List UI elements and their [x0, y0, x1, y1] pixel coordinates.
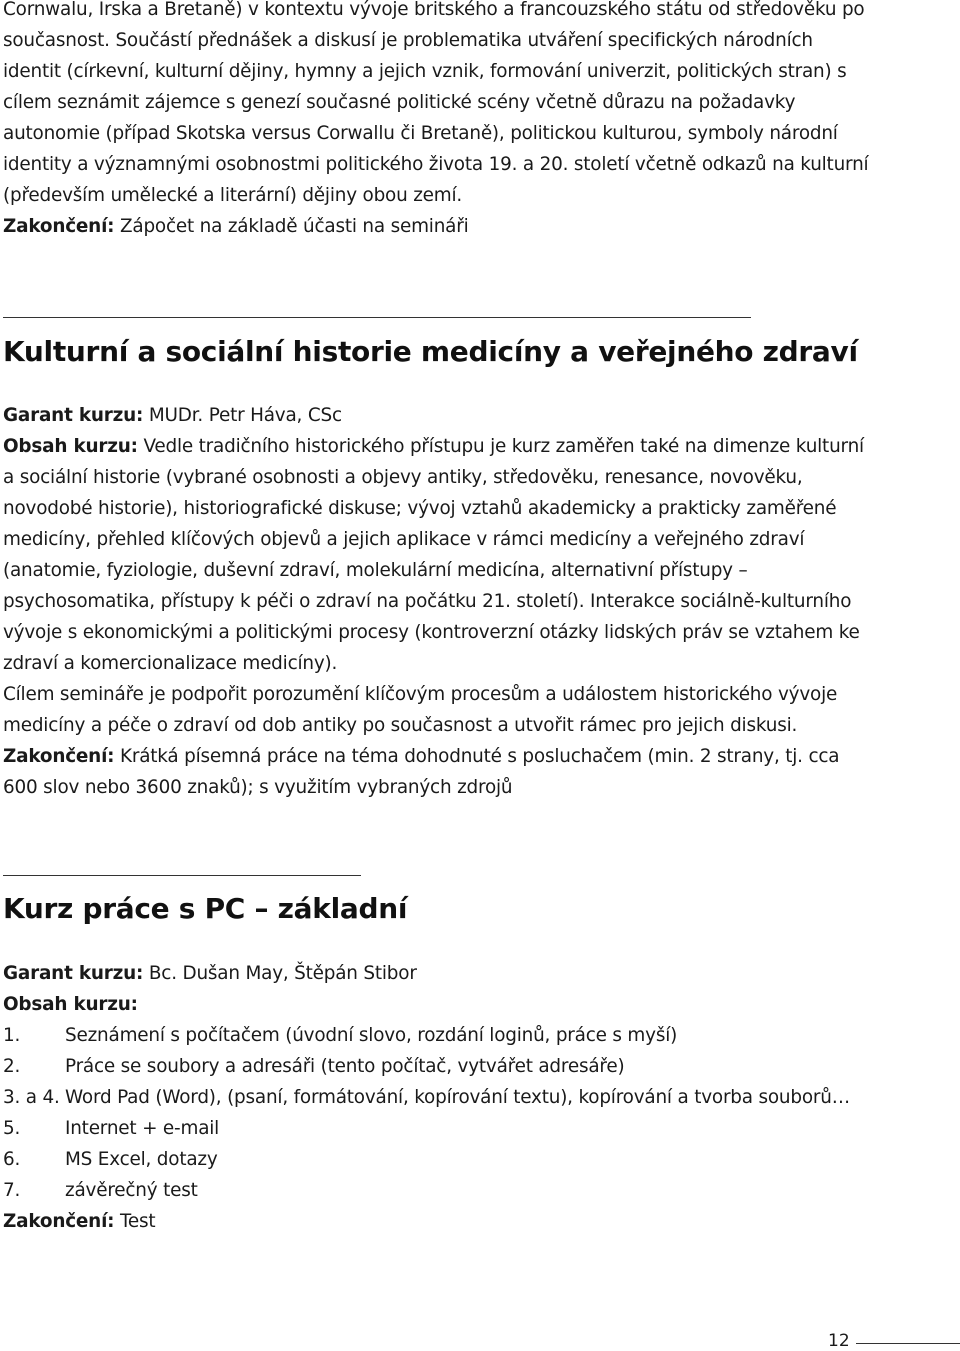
item-text: závěrečný test	[65, 1180, 198, 1201]
list-item	[3, 1020, 883, 1051]
item-number: 3. a 4.	[3, 1087, 60, 1108]
item-text: Seznámení s počítačem (úvodní slovo, rozdání loginů, práce s myší)	[65, 1025, 678, 1046]
garant-label: Garant kurzu:	[3, 963, 144, 984]
section-divider	[3, 317, 751, 318]
item-number: 2.	[3, 1056, 21, 1077]
course-garant	[3, 400, 873, 431]
section-divider	[3, 875, 361, 876]
intro-completion	[3, 211, 873, 242]
course-completion	[3, 741, 873, 803]
content-label: Obsah kurzu:	[3, 994, 138, 1015]
course-title: Kulturní a sociální historie medicíny a veřejného zdraví	[3, 335, 858, 368]
completion-label: Zakončení:	[3, 1211, 115, 1232]
list-item	[3, 1051, 883, 1082]
course-content	[3, 989, 883, 1020]
item-number: 6.	[3, 1149, 21, 1170]
item-text: MS Excel, dotazy	[65, 1149, 218, 1170]
item-number: 1.	[3, 1025, 21, 1046]
list-item	[3, 1082, 883, 1113]
page-number: 12	[828, 1331, 850, 1351]
list-item	[3, 1144, 883, 1175]
course-goal: Cílem semináře je podpořit porozumění klíčovým procesům a událostem historického vývoje medicíny a péče o zdraví od dob antiky po současnost a utvořit rámec pro jejich diskusi.	[3, 684, 838, 736]
item-text: Word Pad (Word), (psaní, formátování, kopírování textu), kopírování a tvorba souborů…	[65, 1087, 850, 1108]
completion-label: Zakončení:	[3, 216, 115, 237]
completion-value: Test	[114, 1211, 156, 1232]
garant-label: Garant kurzu:	[3, 405, 144, 426]
item-number: 5.	[3, 1118, 21, 1139]
garant-value: Bc. Dušan May, Štěpán Stibor	[143, 963, 417, 984]
item-text: Práce se soubory a adresáři (tento počítač, vytvářet adresáře)	[65, 1056, 625, 1077]
garant-value: MUDr. Petr Háva, CSc	[143, 405, 342, 426]
content-label: Obsah kurzu:	[3, 436, 138, 457]
completion-value: Krátká písemná práce na téma dohodnuté s posluchačem (min. 2 strany, tj. cca 600 slov nebo 3600 znaků); s využitím vybraných zdrojů	[3, 746, 840, 798]
intro-paragraph: Cornwalu, Irska a Bretaně) v kontextu vývoje britského a francouzského státu od středověku po současnost. Součástí přednášek a diskusí je problematika utváření specifických národních identit (církevní, kulturní dějiny, hymny a jejich vznik, formování univerzit, politických stran) s cílem seznámit zájemce s genezí současné politické scény včetně důrazu na požadavky autonomie (případ Skotska versus Corwallu či Bretaně), politickou kulturou, symboly národní identity a významnými osobnostmi politického života 19. a 20. století včetně odkazů na kulturní (především umělecké a literární) dějiny obou zemí.	[3, 0, 869, 206]
item-number: 7.	[3, 1180, 21, 1201]
course-garant	[3, 958, 883, 989]
completion-label: Zakončení:	[3, 746, 115, 767]
content-text: Vedle tradičního historického přístupu je kurz zaměřen také na dimenze kulturní a sociální historie (vybrané osobnosti a objevy antiky, středověku, renesance, novověku, novodobé historie), historiografické diskuse; vývoj vztahů akademicky a prakticky zaměřené medicíny, přehled klíčových objevů a jejich aplikace v rámci medicíny a veřejného zdraví (anatomie, fyziologie, duševní zdraví, molekulární medicína, alternativní přístupy – psychosomatika, přístupy k péči o zdraví na počátku 21. století). Interakce sociálně-kulturního vývoje s ekonomickými a politickými procesy (kontroverzní otázky lidských práv se vztahem ke zdraví a komercionalizace medicíny).	[3, 436, 864, 674]
course-details	[3, 400, 873, 803]
course-completion	[3, 1206, 883, 1237]
item-text: Internet + e-mail	[65, 1118, 220, 1139]
course-details	[3, 958, 883, 1237]
completion-value: Zápočet na základě účasti na semináři	[114, 216, 469, 237]
course-content	[3, 431, 873, 679]
course-title: Kurz práce s PC – základní	[3, 892, 408, 925]
list-item	[3, 1175, 883, 1206]
intro-section	[3, 0, 873, 242]
list-item	[3, 1113, 883, 1144]
course-syllabus-list	[3, 1020, 883, 1206]
page-number-rule	[856, 1343, 960, 1344]
